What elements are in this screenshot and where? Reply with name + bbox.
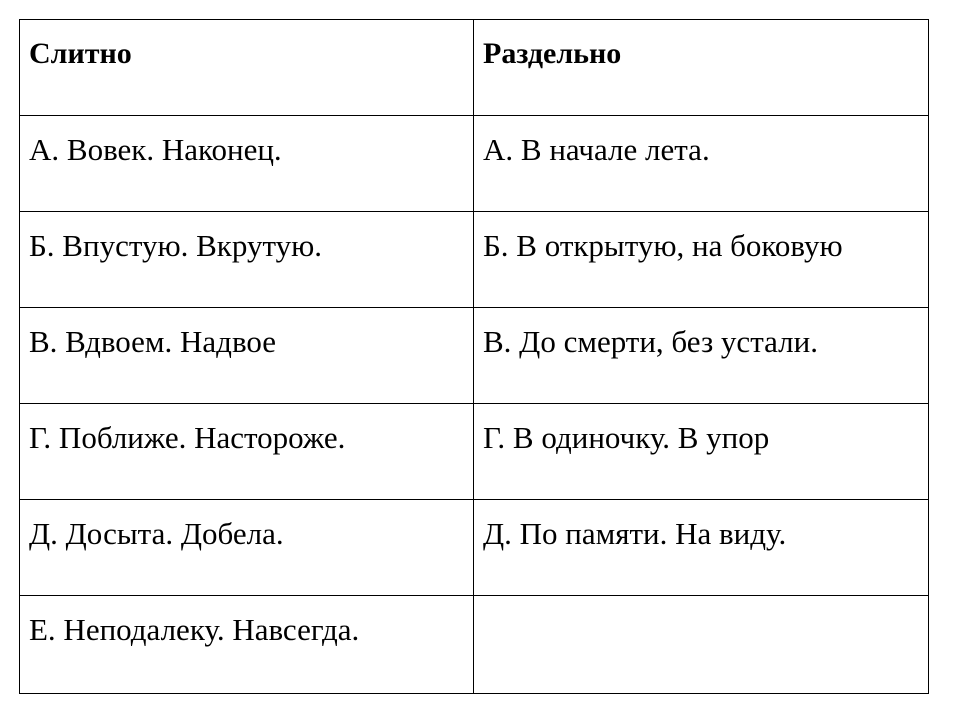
separate-cell: В. До смерти, без устали. [474,308,929,404]
table-row [20,596,929,694]
merged-cell: Г. Поближе. Настороже. [20,404,474,500]
merged-cell: В. Вдвоем. Надвое [20,308,474,404]
separate-cell: Д. По памяти. На виду. [474,500,929,596]
separate-cell: Б. В открытую, на боковую [474,212,929,308]
merged-cell: Д. Досыта. Добела. [20,500,474,596]
spelling-table [19,19,929,694]
separate-cell: А. В начале лета. [474,116,929,212]
table-row [20,500,929,596]
merged-cell: А. Вовек. Наконец. [20,116,474,212]
table-row [20,404,929,500]
merged-cell: Б. Впустую. Вкрутую. [20,212,474,308]
table-row [20,116,929,212]
table-header-row [20,20,929,116]
table-row [20,212,929,308]
merged-cell: Е. Неподалеку. Навсегда. [20,596,474,694]
table-row [20,308,929,404]
header-separate: Раздельно [474,20,929,116]
empty-cell [474,596,929,694]
separate-cell: Г. В одиночку. В упор [474,404,929,500]
header-merged: Слитно [20,20,474,116]
